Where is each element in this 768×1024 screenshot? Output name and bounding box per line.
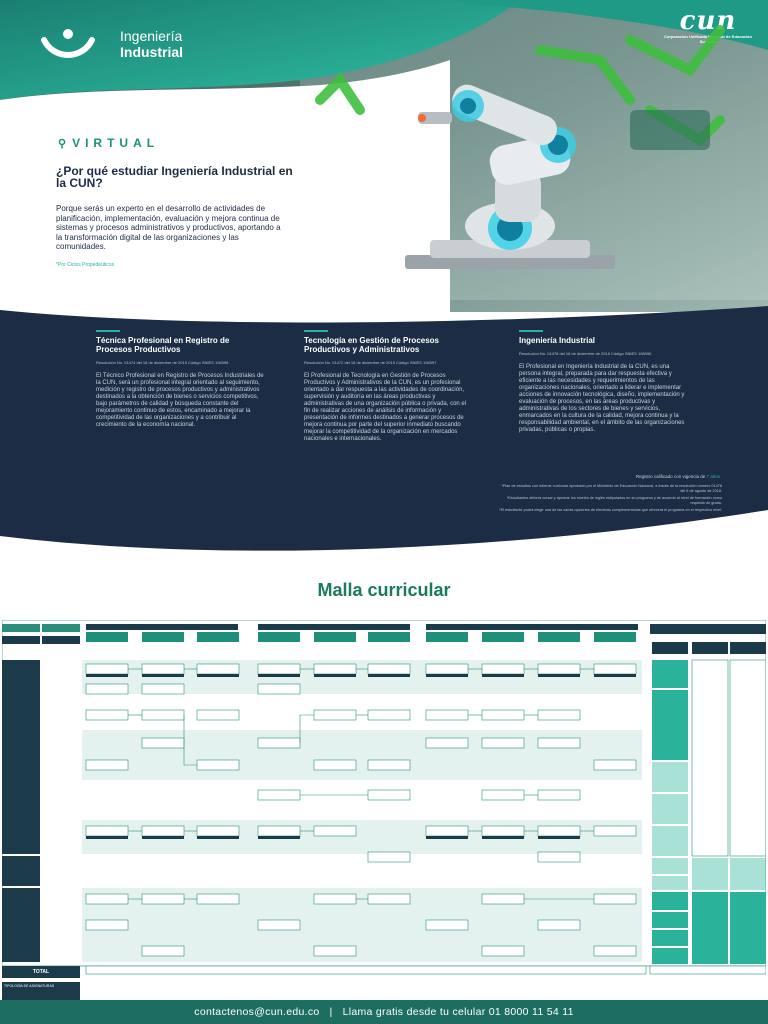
contact-footer — [0, 1000, 768, 1024]
footnotes — [496, 484, 722, 516]
accent-bar — [519, 330, 543, 332]
program-title: Técnica Profesional en Registro de Procesos Productivos — [96, 336, 230, 354]
location-pin-icon: ⚲ — [58, 138, 67, 150]
why-study-heading: ¿Por qué estudiar Ingeniería Industrial en la CUN? — [56, 164, 293, 190]
program-column-tecnica — [96, 330, 266, 429]
program-column-tecnologia — [304, 330, 474, 443]
registry-highlight: 7 años — [706, 474, 720, 479]
footnote-item: *Estudiantes deberá cursar y aprobar los niveles de inglés estipulados en su programa y de acuerdo al nivel de formación como requisito de grado. — [506, 496, 722, 505]
registry-text: Registro calificado con vigencia de — [635, 474, 706, 479]
registry-note — [540, 474, 720, 479]
accent-bar — [96, 330, 120, 332]
program-title — [120, 28, 183, 60]
program-description: El Profesional en Ingeniería Industrial de la CUN, es una persona integral, preparada para dar respuesta efectiva y eficiente a las necesidades y requerimientos de las organizaciones nacionales, orientado a liderar e implementar acciones de innovación tecnológica, diseño, implementación y evaluación de procesos, en las áreas productivas y administrativas de los sectores de bienes y servicios, enmarcados en la cultura de la calidad, mejora continua y la responsabilidad ambiental, en el ámbito de las organizaciones privadas, públicas o propias. — [519, 364, 685, 433]
contact-email[interactable]: contactenos@cun.edu.co — [194, 1006, 320, 1018]
program-description: El Profesional de Tecnología en Gestión de Procesos Productivos y Administrativos de la CUN, es un profesional orientado a dar respuesta a las actividades de coordinación, supervisión y auditoría en las áreas productivas y administrativas de una organización pública o privada, con el fin de realizar acciones de análisis de información y presentación de informes destinados a generar procesos de mejora continua por parte del superior inmediato buscando mejorar la competitividad de la organización en mercados nacionales e internacionales. — [304, 373, 467, 442]
curriculum-title: Malla curricular — [317, 580, 451, 600]
program-resolution: Resolución No. 01472 del 18 de diciembre de 2019 Código SNIES 108597 — [304, 360, 437, 365]
program-column-ingenieria — [519, 330, 689, 434]
accent-bar — [304, 330, 328, 332]
modality-label — [58, 136, 159, 150]
modality-text: VIRTUAL — [72, 136, 160, 150]
footnote-item: *El estudiante podrá elegir una de las varias opciones de electivas complementarias que ofrecerá el programa en el respectivo nivel. — [499, 508, 722, 513]
subject-typology-label: TIPOLOGÍA DE ASIGNATURAS — [2, 982, 80, 1000]
curriculum-grid — [2, 620, 766, 982]
why-study-text: Porque serás un experto en el desarrollo de actividades de planificación, implementación, evaluación y mejora continua de sistemas y procesos administrativos y productivos, aportando a la transformación digital de las organizaciones y las comunidades. — [56, 204, 281, 252]
hero-section — [0, 0, 768, 312]
contact-phone[interactable]: Llama gratis desde tu celular 01 8000 11 54 11 — [342, 1006, 574, 1018]
program-description: El Técnico Profesional en Registro de Procesos Industriales de la CUN, será un profesional integral orientado al seguimiento, medición y registro de procesos productivos y administrativos destinados a la obtención de bienes o servicios competitivos, bajo parámetros de calidad y búsqueda constante del mejoramiento continuo de estos, encaminado a mejorar la competitividad de las organizaciones y a contribuir al crecimiento de la economía nacional. — [96, 373, 264, 428]
program-title-line2: Industrial — [120, 44, 184, 60]
program-logo-icon — [40, 28, 96, 62]
cun-wordmark: cun — [679, 6, 737, 36]
program-resolution: Resolución No. 01478 del 18 de diciembre de 2019 Código SNIES 108596 — [519, 351, 652, 356]
robot-arm-illustration — [300, 0, 768, 290]
program-title-line1: Ingeniería — [120, 28, 183, 44]
program-title: Tecnología en Gestión de Procesos Productivos y Administrativos — [304, 336, 439, 354]
footnote-item: *Plan de estudios con informe curricular aprobado por el Ministerio de Educación Nacional, a través de la resolución número 01478 del 6 de agosto de 2018. — [501, 484, 722, 493]
total-label: TOTAL — [2, 966, 80, 978]
program-title: Ingeniería Industrial — [519, 336, 596, 345]
program-resolution: Resolución No. 01474 del 18 de diciembre de 2019 Código SNIES 108598 — [96, 360, 229, 365]
cycles-note: *Por Ciclos Propedéuticos — [56, 262, 115, 268]
cun-subtitle: Corporación Unificada Nacional de Educación Superior — [664, 34, 752, 44]
footer-separator: | — [329, 1006, 333, 1018]
